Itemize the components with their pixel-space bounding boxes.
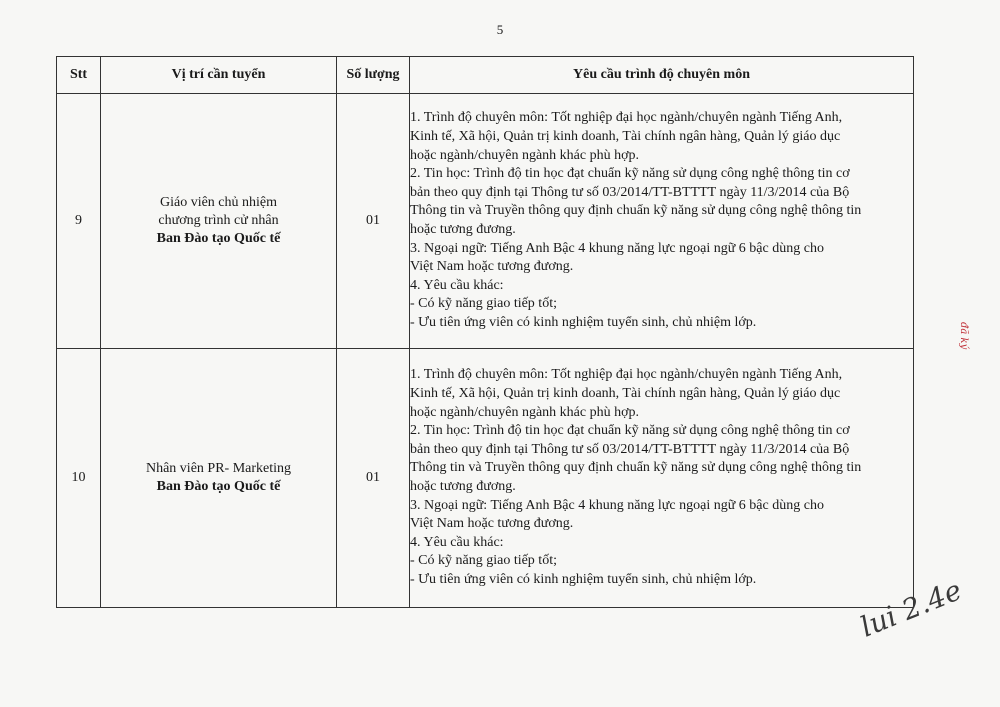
requirement-line: 2. Tin học: Trình độ tin học đạt chuẩn kỹ năng sử dụng công nghệ thông tin cơ	[410, 423, 850, 439]
handwritten-signature: lui 2.4e	[855, 573, 967, 644]
requirement-line: - Ưu tiên ứng viên có kinh nghiệm tuyển sinh, chủ nhiệm lớp.	[410, 571, 757, 587]
table-row	[57, 349, 914, 608]
requirement-line: 2. Tin học: Trình độ tin học đạt chuẩn kỹ năng sử dụng công nghệ thông tin cơ	[410, 166, 850, 182]
row-stt: 9	[57, 94, 101, 349]
requirement-line: hoặc tương đương.	[410, 222, 516, 237]
position-title-line: Nhân viên PR- Marketing	[145, 461, 292, 476]
row-requirements	[410, 349, 914, 608]
requirement-line: - Có kỹ năng giao tiếp tốt;	[410, 553, 557, 569]
requirement-line: 4. Yêu cầu khác:	[410, 277, 504, 293]
table-header-row	[57, 57, 914, 94]
position-unit: Ban Đào tạo Quốc tế	[156, 479, 281, 494]
requirement-line: Thông tin và Truyền thông quy định chuẩn kỹ năng sử dụng công nghệ thông tin	[410, 460, 862, 476]
requirement-line: - Ưu tiên ứng viên có kinh nghiệm tuyển sinh, chủ nhiệm lớp.	[410, 314, 757, 330]
requirement-line: bản theo quy định tại Thông tư số 03/2014/TT-BTTTT ngày 11/3/2014 của Bộ	[410, 441, 850, 457]
row-position	[101, 349, 337, 608]
position-title-line: chương trình cử nhân	[158, 213, 279, 228]
row-quantity: 01	[337, 349, 410, 608]
row-requirements	[410, 94, 914, 349]
requirement-line: 3. Ngoại ngữ: Tiếng Anh Bậc 4 khung năng lực ngoại ngữ 6 bậc dùng cho	[410, 240, 824, 256]
requirement-line: Việt Nam hoặc tương đương.	[410, 516, 574, 532]
requirement-line: hoặc ngành/chuyên ngành khác phù hợp.	[410, 147, 640, 163]
requirement-line: Kinh tế, Xã hội, Quản trị kinh doanh, Tài chính ngân hàng, Quản lý giáo dục	[410, 129, 841, 145]
requirement-line: Thông tin và Truyền thông quy định chuẩn kỹ năng sử dụng công nghệ thông tin	[410, 203, 862, 219]
header-requirements: Yêu cầu trình độ chuyên môn	[410, 57, 914, 94]
requirement-line: - Có kỹ năng giao tiếp tốt;	[410, 296, 557, 312]
requirement-line: hoặc tương đương.	[410, 479, 516, 494]
page-number: 5	[496, 22, 504, 37]
requirement-line: 4. Yêu cầu khác:	[410, 534, 504, 550]
requirement-line: hoặc ngành/chuyên ngành khác phù hợp.	[410, 404, 640, 420]
recruitment-table	[56, 56, 914, 608]
requirement-line: bản theo quy định tại Thông tư số 03/2014/TT-BTTTT ngày 11/3/2014 của Bộ	[410, 184, 850, 200]
row-position	[101, 94, 337, 349]
requirement-line: Việt Nam hoặc tương đương.	[410, 259, 574, 275]
requirement-line: 1. Trình độ chuyên môn: Tốt nghiệp đại học ngành/chuyên ngành Tiếng Anh,	[410, 110, 843, 126]
requirement-line: 3. Ngoại ngữ: Tiếng Anh Bậc 4 khung năng lực ngoại ngữ 6 bậc dùng cho	[410, 497, 824, 513]
row-stt: 10	[57, 349, 101, 608]
requirement-line: 1. Trình độ chuyên môn: Tốt nghiệp đại học ngành/chuyên ngành Tiếng Anh,	[410, 367, 843, 383]
requirement-line: Kinh tế, Xã hội, Quản trị kinh doanh, Tài chính ngân hàng, Quản lý giáo dục	[410, 386, 841, 402]
row-quantity: 01	[337, 94, 410, 349]
position-title-line: Giáo viên chủ nhiệm	[159, 195, 278, 210]
header-position: Vị trí cần tuyển	[101, 57, 337, 94]
header-quantity: Số lượng	[337, 57, 410, 94]
position-unit: Ban Đào tạo Quốc tế	[156, 231, 281, 246]
table-row	[57, 94, 914, 349]
header-stt: Stt	[57, 57, 101, 94]
handwritten-margin-note: đã ký	[958, 322, 969, 350]
